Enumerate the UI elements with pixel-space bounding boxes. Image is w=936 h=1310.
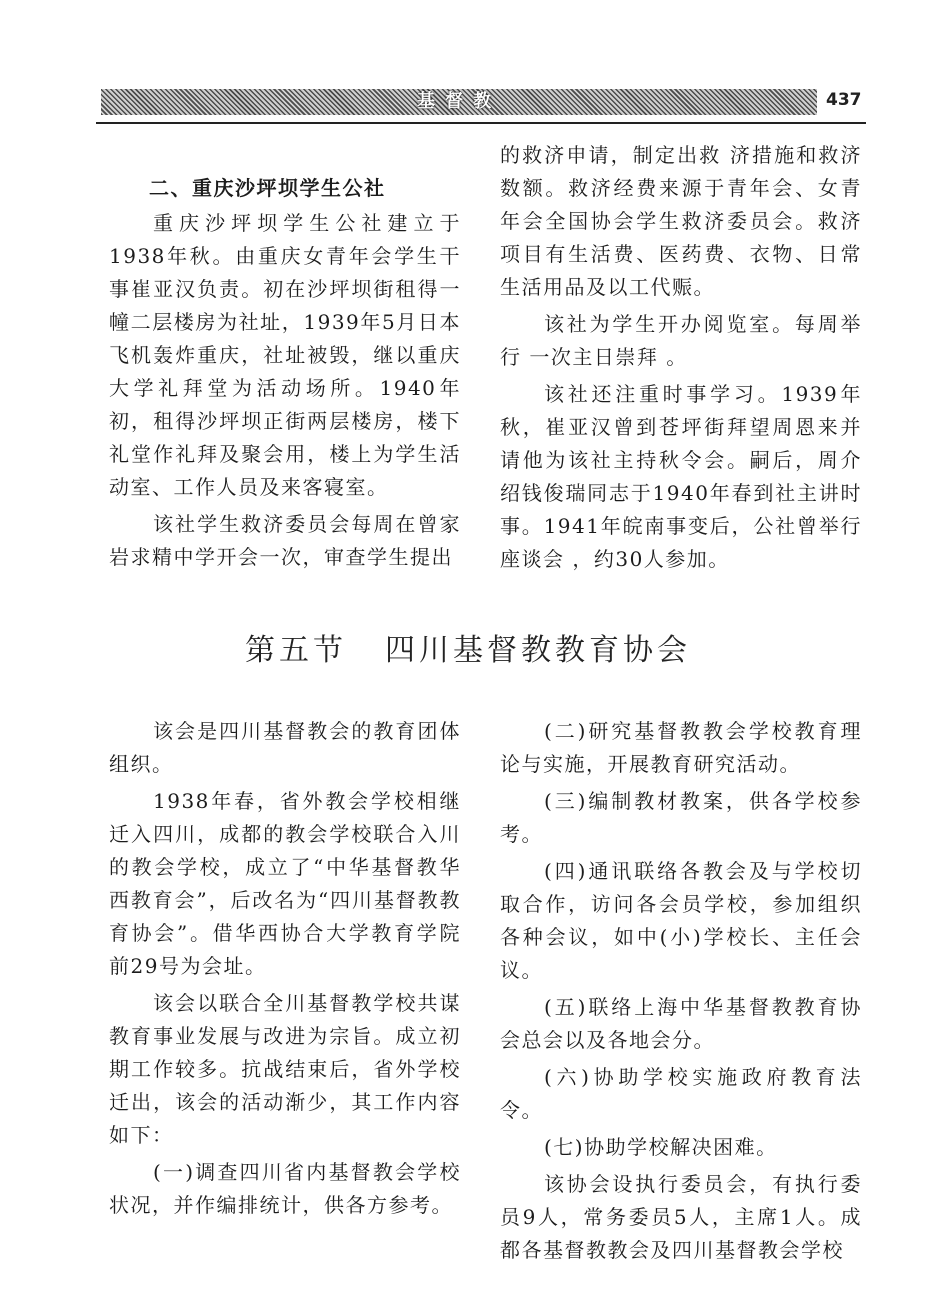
paragraph: 该协会设执行委员会，有执行委员9人，常务委员5人，主席1人。成都各基督教教会及四川基督教会学校	[500, 1172, 862, 1262]
paragraph: 1938年春，省外教会学校相继迁入四川，成都的教会学校联合入川的教会学校，成立了“中华基督教华西教育会”，后改名为“四川基督教教育协会”。借华西协合大学教育学院前29号为会址。	[109, 789, 461, 978]
paragraph: 的救济申请，制定出救 济措施和救济数额。救济经费来源于青年会、女青年会全国协会学生救济委员会。救济项目有生活费、医药费、衣物、日常生活用品及以工代赈。	[500, 143, 862, 299]
section-title: 四川基督教教育协会	[385, 633, 691, 668]
section-two-subhead: 二、重庆沙坪坝学生公社	[149, 176, 386, 200]
list-item: (七)协助学校解决困难。	[544, 1135, 778, 1159]
section-number: 第五节	[245, 633, 347, 668]
list-item: (三)编制教材教案，供各学校参考。	[500, 789, 862, 846]
header-band	[101, 89, 817, 115]
list-item: (四)通讯联络各教会及与学校切取合作，访问各会员学校，参加组织各种会议，如中(小)学校长、主任会议。	[500, 859, 862, 982]
header-rule	[96, 122, 866, 124]
paragraph: (一)调查四川省内基督教会学校状况，并作编排统计，供各方参考。	[109, 1160, 461, 1217]
section-five-heading	[0, 625, 936, 669]
list-item: (五)联络上海中华基督教教育协会总会以及各地会分。	[500, 995, 862, 1052]
paragraph: 该社学生救济委员会每周在曾家岩求精中学开会一次，审查学生提出	[109, 512, 461, 569]
section-two-right-column	[500, 139, 862, 576]
section-two-left-column	[109, 172, 461, 574]
paragraph: 该会是四川基督教会的教育团体组织。	[109, 719, 461, 776]
paragraph: 重庆沙坪坝学生公社建立于1938年秋。由重庆女青年会学生干事崔亚汉负责。初在沙坪坝街租得一幢二层楼房为社址，1939年5月日本飞机轰炸重庆，社址被毁，继以重庆大学礼拜堂为活动场所。1940年初，租得沙坪坝正街两层楼房，楼下礼堂作礼拜及聚会用，楼上为学生活动室、工作人员及来客寝室。	[109, 211, 461, 499]
list-item: (六)协助学校实施政府教育法令。	[500, 1065, 862, 1122]
paragraph: 该社为学生开办阅览室。每周举行 一次主日崇拜 。	[500, 312, 862, 369]
paragraph: 该社还注重时事学习。1939年秋，崔亚汉曾到苍坪街拜望周恩来并请他为该社主持秋令会。嗣后，周介绍钱俊瑞同志于1940年春到社主讲时事。1941年皖南事变后，公社曾举行座谈会 ，约30人参加。	[500, 382, 862, 571]
list-item: (二)研究基督教教会学校教育理论与实施，开展教育研究活动。	[500, 719, 862, 776]
section-five-right-column	[500, 715, 862, 1267]
running-head-title: 基督教	[417, 91, 501, 112]
section-five-left-column	[109, 715, 461, 1222]
paragraph: 该会以联合全川基督教学校共谋教育事业发展与改进为宗旨。成立初期工作较多。抗战结束后，省外学校迁出，该会的活动渐少，其工作内容如下：	[109, 991, 461, 1147]
page-number: 437	[826, 90, 862, 110]
